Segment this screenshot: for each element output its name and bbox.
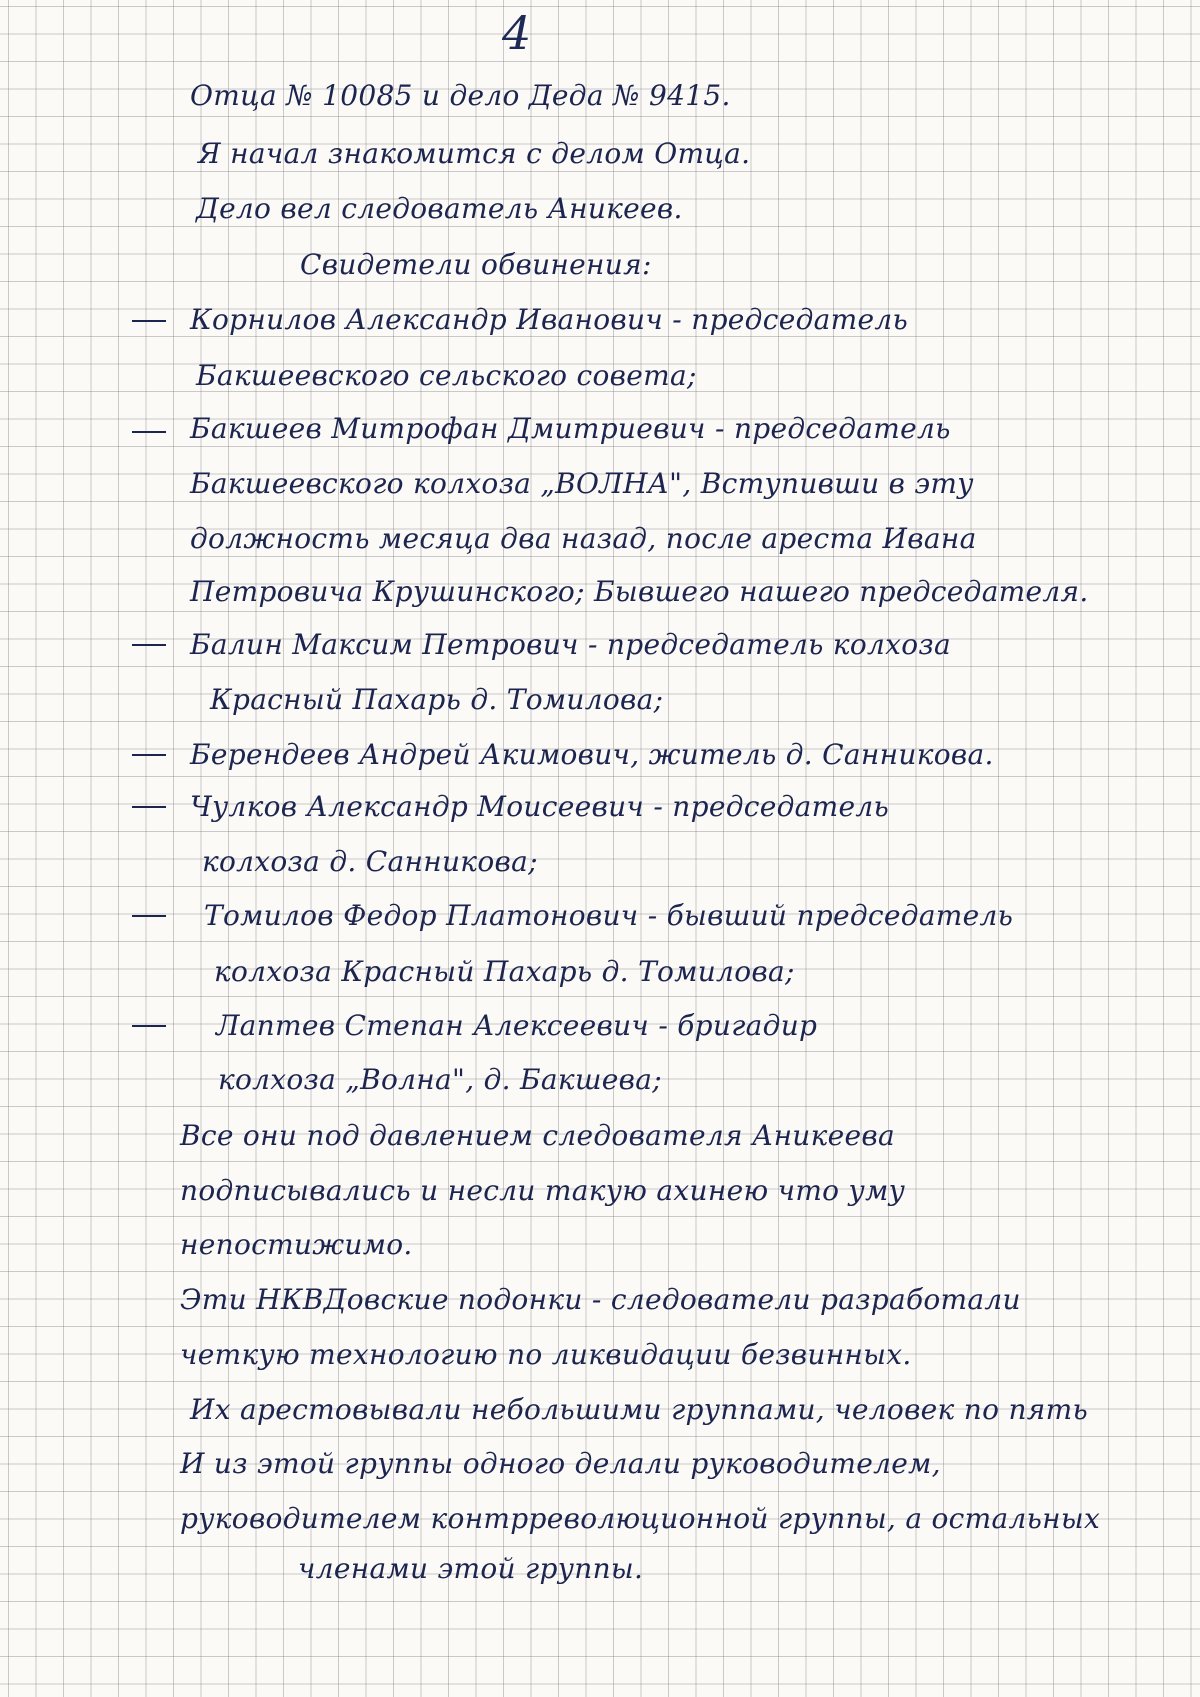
text-line: Лаптев Степан Алексеевич - бригадир xyxy=(216,1009,818,1042)
text-line: Отца № 10085 и дело Деда № 9415. xyxy=(190,79,731,112)
text-line: Петровича Крушинского; Бывшего нашего председателя. xyxy=(190,575,1089,608)
list-dash xyxy=(132,915,166,917)
text-line: Берендеев Андрей Акимович, житель д. Санникова. xyxy=(190,738,994,771)
text-line: четкую технологию по ликвидации безвинных. xyxy=(180,1338,912,1371)
list-dash xyxy=(132,806,166,808)
text-line: И из этой группы одного делали руководителем, xyxy=(180,1447,941,1480)
text-line: непостижимо. xyxy=(180,1228,413,1261)
text-line: Балин Максим Петрович - председатель колхоза xyxy=(190,628,951,661)
text-line: Я начал знакомится с делом Отца. xyxy=(198,137,751,170)
list-dash xyxy=(132,431,166,433)
list-dash xyxy=(132,644,166,646)
text-line: колхоза д. Санникова; xyxy=(202,845,538,878)
text-line: Эти НКВДовские подонки - следователи разработали xyxy=(180,1283,1021,1316)
text-line: должность месяца два назад, после ареста Ивана xyxy=(190,522,977,555)
text-line: Чулков Александр Моисеевич - председатель xyxy=(190,790,890,823)
text-line: Их арестовывали небольшими группами, человек по пять xyxy=(190,1393,1089,1426)
list-dash xyxy=(132,320,166,322)
text-line: Бакшеевского колхоза „ВОЛНА", Вступивши в эту xyxy=(190,467,974,500)
page-number: 4 xyxy=(502,6,532,60)
text-line: Бакшеевского сельского совета; xyxy=(196,359,697,392)
text-line: Свидетели обвинения: xyxy=(300,248,652,281)
text-line: Дело вел следователь Аникеев. xyxy=(196,192,683,225)
text-line: колхоза „Волна", д. Бакшева; xyxy=(218,1063,662,1096)
text-line: Все они под давлением следователя Аникеева xyxy=(180,1119,895,1152)
text-line: подписывались и несли такую ахинею что уму xyxy=(180,1174,906,1207)
list-dash xyxy=(132,754,166,756)
text-line: Красный Пахарь д. Томилова; xyxy=(210,683,664,716)
text-line: Томилов Федор Платонович - бывший председатель xyxy=(204,899,1014,932)
text-line: членами этой группы. xyxy=(298,1552,644,1585)
list-dash xyxy=(132,1025,166,1027)
text-line: колхоза Красный Пахарь д. Томилова; xyxy=(214,955,795,988)
text-line: Бакшеев Митрофан Дмитриевич - председатель xyxy=(190,412,951,445)
text-line: руководителем контрреволюционной группы, а остальных xyxy=(180,1502,1101,1535)
text-line: Корнилов Александр Иванович - председатель xyxy=(190,303,908,336)
